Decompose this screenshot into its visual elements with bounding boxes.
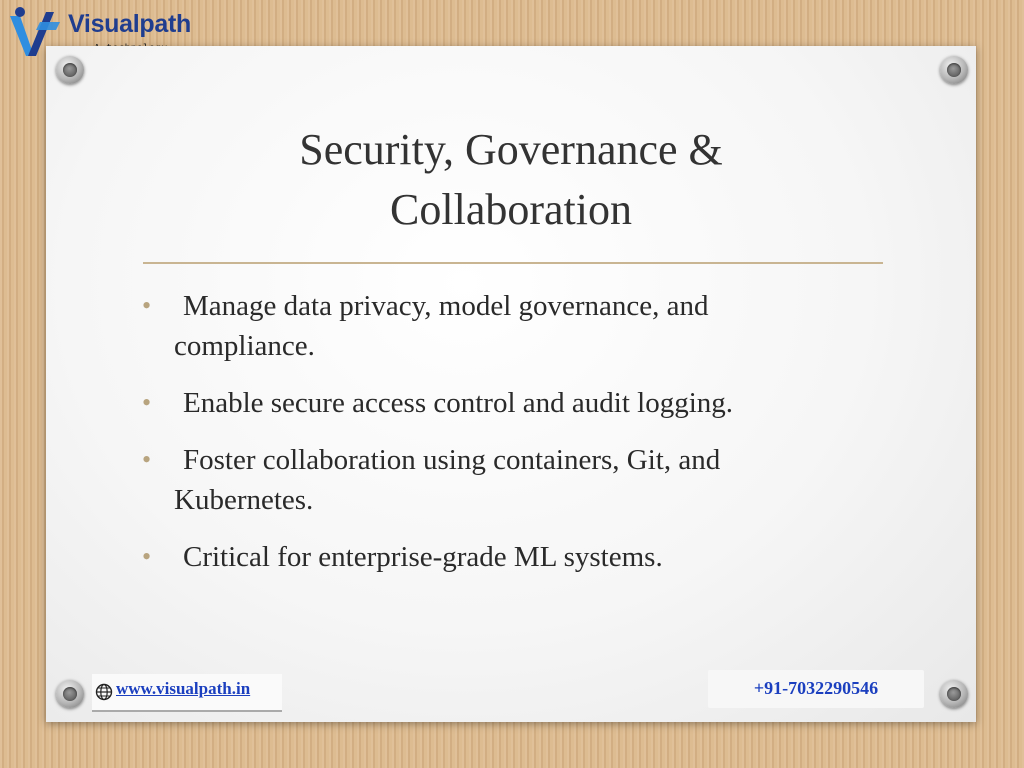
website-badge	[92, 674, 282, 710]
bullet-icon: •	[142, 388, 152, 417]
pushpin-icon	[56, 680, 84, 708]
bullet-list	[140, 286, 840, 594]
phone-number: +91-7032290546	[753, 678, 879, 698]
bullet-text: Foster collaboration using containers, Git, and Kubernetes.	[174, 444, 721, 516]
bullet-icon: •	[142, 542, 152, 571]
title-divider	[143, 262, 883, 264]
bullet-item	[140, 440, 840, 520]
bullet-item	[140, 537, 840, 577]
bullet-icon: •	[142, 445, 152, 474]
phone-badge	[708, 670, 924, 708]
bullet-text: Enable secure access control and audit logging.	[183, 387, 733, 419]
bullet-item	[140, 286, 840, 366]
bullet-text: Critical for enterprise-grade ML systems.	[183, 541, 663, 573]
slide-title-line: Security, Governance &	[299, 125, 723, 174]
bullet-item	[140, 383, 840, 423]
pushpin-icon	[940, 56, 968, 84]
website-link[interactable]: www.visualpath.in	[116, 679, 251, 698]
globe-icon	[95, 683, 113, 701]
bullet-text: Manage data privacy, model governance, and compliance.	[174, 290, 709, 362]
slide-title	[46, 120, 976, 240]
slide-title-line: Collaboration	[390, 185, 632, 234]
pushpin-icon	[56, 56, 84, 84]
pushpin-icon	[940, 680, 968, 708]
bullet-icon: •	[142, 291, 152, 320]
logo-name: Visualpath	[68, 10, 191, 38]
